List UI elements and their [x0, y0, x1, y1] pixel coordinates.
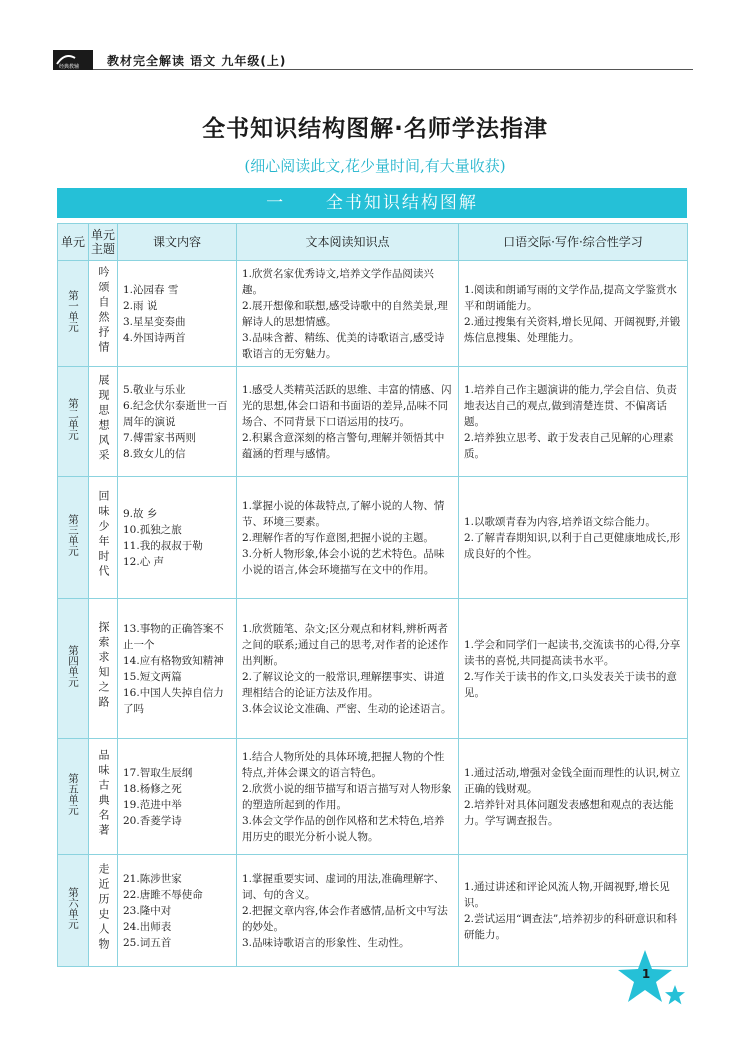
reading-cell — [237, 599, 459, 739]
reading-point: 3.分析人物形象,体会小说的艺术特色。品味小说的语言,体会环境描写在文中的作用。 — [242, 547, 445, 576]
reading-point: 3.体会议论文准确、严密、生动的论述语言。 — [242, 702, 452, 715]
activity-point: 1.培养自己作主题演讲的能力,学会自信、负责地表达自己的观点,做到清楚连贯、不偏离话题。 — [464, 383, 677, 428]
reading-point: 1.感受人类精英活跃的思维、丰富的情感、闪光的思想,体会口语和书面语的差异,品味不同场合、不同背景下口语运用的技巧。 — [242, 383, 452, 428]
activity-point: 2.培养针对具体问题发表感想和观点的表达能力。学写调查报告。 — [464, 798, 674, 827]
knowledge-structure-table — [57, 223, 688, 967]
lesson-item: 20.香菱学诗 — [123, 814, 182, 827]
running-header — [53, 50, 693, 72]
activity-point: 1.通过讲述和评论风流人物,开阔视野,增长见识。 — [464, 880, 670, 909]
reading-point: 1.欣赏名家优秀诗文,培养文学作品阅读兴趣。 — [242, 267, 434, 296]
lesson-item: 14.应有格物致知精神 — [123, 654, 224, 667]
lesson-item: 8.致女儿的信 — [123, 447, 186, 460]
publisher-logo — [53, 50, 93, 70]
lesson-item: 16.中国人失掉自信力了吗 — [123, 686, 224, 715]
lesson-item: 9.故 乡 — [123, 507, 158, 520]
lesson-item: 6.纪念伏尔泰逝世一百周年的演说 — [123, 399, 228, 428]
lesson-item: 24.出师表 — [123, 920, 172, 933]
lesson-item: 12.心 声 — [123, 555, 165, 568]
activity-cell — [459, 477, 688, 599]
activity-point: 2.培养独立思考、敢于发表自己见解的心理素质。 — [464, 431, 674, 460]
lesson-item: 2.雨 说 — [123, 299, 158, 312]
book-title: 教材完全解读 语文 九年级(上) — [107, 54, 287, 68]
activity-cell — [459, 367, 688, 477]
unit-cell: 第六单元 — [58, 855, 89, 967]
activity-point: 2.通过搜集有关资料,增长见闻、开阔视野,并锻炼信息搜集、处理能力。 — [464, 315, 681, 344]
svg-text:经典教辅: 经典教辅 — [59, 64, 80, 70]
reading-point: 2.欣赏小说的细节描写和语言描写对人物形象的塑造所起到的作用。 — [242, 782, 452, 811]
page-number: 1 — [641, 967, 651, 981]
lesson-item: 21.陈涉世家 — [123, 872, 182, 885]
lesson-item: 1.沁园春 雪 — [123, 283, 179, 296]
col-header-unit: 单元 — [58, 224, 89, 261]
activity-point: 2.写作关于读书的作文,口头发表关于读书的意见。 — [464, 670, 677, 699]
reading-point: 3.体会文学作品的创作风格和艺术特色,培养用历史的眼光分析小说人物。 — [242, 814, 445, 843]
lesson-item: 15.短文两篇 — [123, 670, 182, 683]
small-star-icon — [664, 984, 686, 1006]
activity-point: 2.了解青春期知识,以利于自己更健康地成长,形成良好的个性。 — [464, 531, 681, 560]
table-row — [58, 367, 688, 477]
reading-point: 3.品味含蓄、精练、优美的诗歌语言,感受诗歌语言的无穷魅力。 — [242, 331, 445, 360]
lesson-item: 17.智取生辰纲 — [123, 766, 193, 779]
table-row — [58, 477, 688, 599]
table-row — [58, 855, 688, 967]
reading-cell — [237, 855, 459, 967]
theme-cell: 探索求知之路 — [89, 599, 118, 739]
reading-point: 1.掌握小说的体裁特点,了解小说的人物、情节、环境三要素。 — [242, 499, 445, 528]
reading-point: 2.理解作者的写作意图,把握小说的主题。 — [242, 531, 434, 544]
activity-point: 1.以歌颂青春为内容,培养语文综合能力。 — [464, 515, 656, 528]
theme-cell: 展现思想风采 — [89, 367, 118, 477]
lesson-item: 7.傅雷家书两则 — [123, 431, 197, 444]
table-header-row — [58, 224, 688, 261]
table-row — [58, 739, 688, 855]
lessons-cell — [118, 261, 237, 367]
col-header-activity: 口语交际·写作·综合性学习 — [459, 224, 688, 261]
activity-cell — [459, 599, 688, 739]
lessons-cell — [118, 477, 237, 599]
theme-cell: 品味古典名著 — [89, 739, 118, 855]
section-title: 全书知识结构图解 — [325, 193, 478, 213]
lesson-item: 22.唐雎不辱使命 — [123, 888, 203, 901]
reading-point: 2.了解议论文的一般常识,理解摆事实、讲道理相结合的论证方法及作用。 — [242, 670, 445, 699]
theme-cell: 回味少年时代 — [89, 477, 118, 599]
reading-cell — [237, 261, 459, 367]
reading-cell — [237, 367, 459, 477]
lessons-cell — [118, 855, 237, 967]
lesson-item: 18.杨修之死 — [123, 782, 182, 795]
lesson-item: 19.范进中举 — [123, 798, 182, 811]
unit-cell: 第二单元 — [58, 367, 89, 477]
reading-point: 2.积累含意深刻的格言警句,理解并领悟其中蕴涵的哲理与感情。 — [242, 431, 445, 460]
lesson-item: 11.我的叔叔于勒 — [123, 539, 203, 552]
lesson-item: 4.外国诗两首 — [123, 331, 186, 344]
reading-cell — [237, 739, 459, 855]
activity-point: 1.阅读和朗诵写雨的文学作品,提高文学鉴赏水平和朗诵能力。 — [464, 283, 677, 312]
section-number: 一 — [266, 193, 286, 213]
unit-cell: 第四单元 — [58, 599, 89, 739]
table-row — [58, 599, 688, 739]
page-subtitle: (细心阅读此文,花少量时间,有大量收获) — [244, 157, 506, 175]
col-header-theme: 单元主题 — [89, 224, 118, 261]
page-title: 全书知识结构图解·名师学法指津 — [202, 116, 548, 142]
lessons-cell — [118, 367, 237, 477]
lesson-item: 5.敬业与乐业 — [123, 383, 186, 396]
lesson-item: 23.隆中对 — [123, 904, 172, 917]
lessons-cell — [118, 739, 237, 855]
unit-cell: 第三单元 — [58, 477, 89, 599]
activity-point: 1.通过活动,增强对金钱全面而理性的认识,树立正确的钱财观。 — [464, 766, 681, 795]
section-heading — [57, 188, 687, 218]
activity-cell — [459, 261, 688, 367]
unit-cell: 第一单元 — [58, 261, 89, 367]
reading-point: 2.展开想像和联想,感受诗歌中的自然美景,理解诗人的思想情感。 — [242, 299, 448, 328]
reading-point: 1.结合人物所处的具体环境,把握人物的个性特点,并体会课文的语言特色。 — [242, 750, 445, 779]
col-header-lessons: 课文内容 — [118, 224, 237, 261]
reading-cell — [237, 477, 459, 599]
activity-point: 1.学会和同学们一起读书,交流读书的心得,分享读书的喜悦,共同提高读书水平。 — [464, 638, 681, 667]
reading-point: 3.品味诗歌语言的形象性、生动性。 — [242, 936, 410, 949]
reading-point: 1.欣赏随笔、杂文;区分观点和材料,辨析两者之间的联系;通过自己的思考,对作者的论述作出判断。 — [242, 622, 449, 667]
header-divider — [93, 69, 693, 70]
lessons-cell — [118, 599, 237, 739]
theme-cell: 走近历史人物 — [89, 855, 118, 967]
col-header-reading: 文本阅读知识点 — [237, 224, 459, 261]
lesson-item: 3.星星变奏曲 — [123, 315, 186, 328]
lesson-item: 25.词五首 — [123, 936, 172, 949]
theme-cell: 吟颂自然抒情 — [89, 261, 118, 367]
lesson-item: 10.孤独之旅 — [123, 523, 182, 536]
unit-cell: 第五单元 — [58, 739, 89, 855]
reading-point: 1.掌握重要实词、虚词的用法,准确理解字、词、句的含义。 — [242, 872, 445, 901]
activity-cell — [459, 739, 688, 855]
reading-point: 2.把握文章内容,体会作者感情,品析文中写法的妙处。 — [242, 904, 448, 933]
lesson-item: 13.事物的正确答案不止一个 — [123, 622, 224, 651]
activity-point: 2.尝试运用“调查法”,培养初步的科研意识和科研能力。 — [464, 912, 678, 941]
table-row — [58, 261, 688, 367]
